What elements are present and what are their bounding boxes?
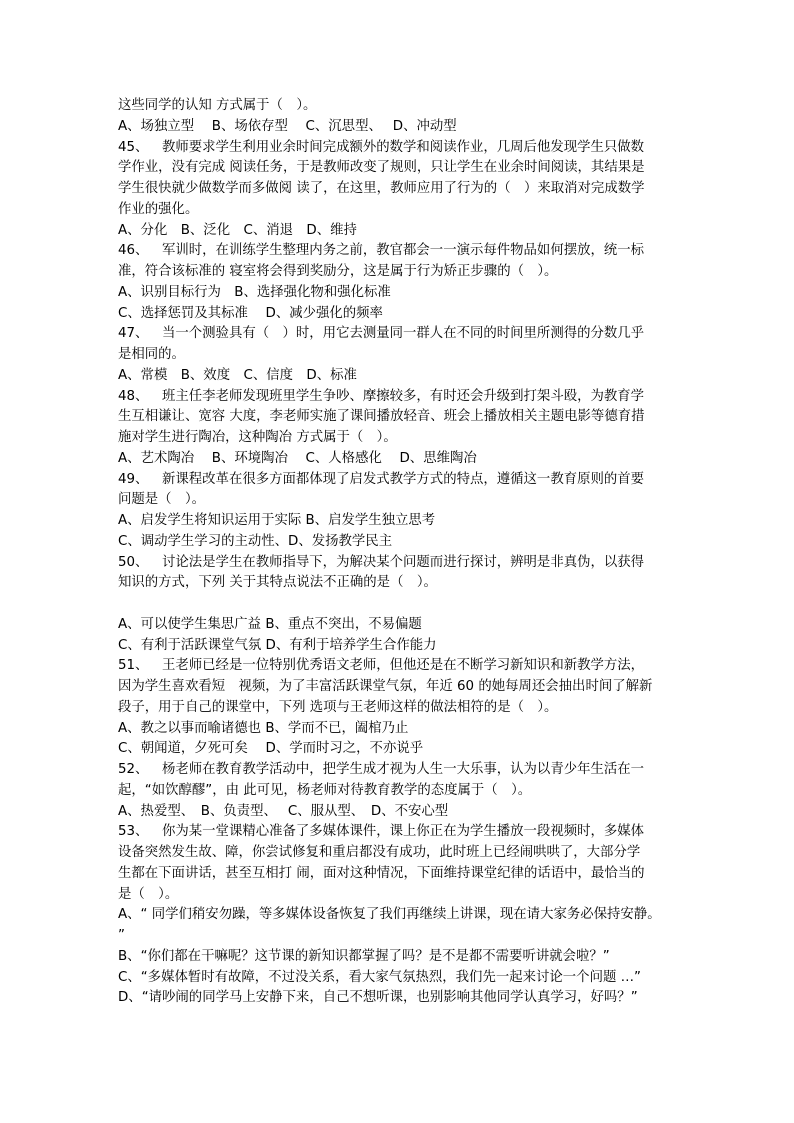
question-stem [118, 138, 683, 159]
question-text: 因为学生喜欢看短 视频，为了丰富活跃课堂气氛，年近 60 的她每周还会抽出时间了解新 [118, 679, 653, 694]
question-stem [118, 822, 683, 843]
question-text: 是相同的。 [118, 347, 185, 362]
answer-options: A、场独立型 B、场依存型 C、沉思型、 D、冲动型 [118, 118, 457, 134]
question-number: 50、 [118, 554, 149, 570]
document-page [118, 96, 683, 1009]
answer-options: C、选择惩罚及其标准 D、减少强化的频率 [118, 305, 383, 321]
question-stem-continued [118, 885, 683, 906]
answer-options: C、有利于活跃课堂气氛 D、有利于培养学生合作能力 [118, 637, 437, 653]
question-text: 新课程改革在很多方面都体现了启发式教学方式的特点，遵循这一教育原则的首要 [162, 471, 645, 487]
answer-options: A、艺术陶冶 B、环境陶冶 C、人格感化 D、思维陶冶 [118, 450, 477, 466]
answer-options: B、“你们都在干嘛呢？这节课的新知识都掌握了吗？是不是都不需要听讲就会啦？” [118, 948, 610, 964]
answer-options: ” [118, 928, 125, 943]
question-stem-continued [118, 864, 683, 885]
question-number: 49、 [118, 471, 149, 487]
question-stem-continued [118, 262, 683, 283]
question-text: 你为某一堂课精心准备了多媒体课件，课上你正在为学生播放一段视频时，多媒体 [162, 824, 645, 840]
question-text: 杨老师在教育教学活动中，把学生成才视为人生一大乐事，认为以青少年生活在一 [162, 762, 645, 777]
answer-options: A、教之以事而喻诸德也 B、学而不已，阖棺乃止 [118, 720, 409, 736]
answer-options: A、可以使学生集思广益 B、重点不突出，不易偏题 [118, 616, 422, 632]
question-text: 准，符合该标准的 寝室将会得到奖励分，这是属于行为矫正步骤的（ ）。 [118, 264, 558, 279]
answer-options: C、朝闻道，夕死可矣 D、学而时习之，不亦说乎 [118, 741, 424, 757]
answer-options: A、“ 同学们稍安勿躁，等多媒体设备恢复了我们再继续上讲课，现在请大家务必保持安静。 [118, 907, 661, 923]
answer-options: A、常模 B、效度 C、信度 D、标准 [118, 367, 357, 383]
question-text: 军训时，在训练学生整理内务之前，教官都会一一演示每件物品如何摆放，统一标 [162, 243, 645, 259]
question-stem-continued [118, 428, 683, 449]
answer-options: C、“多媒体暂时有故障，不过没关系，看大家气氛热烈，我们先一起来讨论一个问题 …” [118, 969, 641, 985]
blank-line [118, 594, 683, 615]
question-text: 知识的方式，下列 关于其特点说法不正确的是（ ）。 [118, 575, 437, 591]
question-text: 讨论法是学生在教师指导下，为解决某个问题而进行探讨，辨明是非真伪，以获得 [162, 554, 645, 570]
question-text: 起，“如饮醇醪”，由 此可见，杨老师对待教育教学的态度属于（ ）。 [118, 782, 532, 798]
question-number: 51、 [118, 658, 149, 674]
question-number: 45、 [118, 139, 149, 155]
question-number: 46、 [118, 243, 149, 259]
question-text: 施对学生进行陶冶，这种陶冶 方式属于（ ）。 [118, 430, 397, 445]
question-text: 教师要求学生利用业余时间完成额外的数学和阅读作业，几周后他发现学生只做数 [162, 139, 645, 155]
question-text: 设备突然发生故、障，你尝试修复和重启都没有成功，此时班上已经闹哄哄了，大部分学 [118, 845, 641, 860]
question-stem-continued [118, 345, 683, 366]
question-text: 生都在下面讲话，甚至互相打 闹，面对这种情况，下面维持课堂纪律的话语中，最恰当的 [118, 865, 645, 881]
question-stem-continued [118, 698, 683, 719]
answer-options: A、分化 B、泛化 C、消退 D、维持 [118, 222, 357, 238]
question-number: 47、 [118, 326, 149, 342]
question-stem-continued [118, 843, 683, 864]
question-number: 52、 [118, 762, 149, 777]
question-text: 段子，用于自己的课堂中，下列 选项与王老师这样的做法相符的是（ ）。 [118, 699, 558, 715]
question-stem-continued [118, 407, 683, 428]
question-text: 作业的强化。 [118, 201, 199, 217]
question-stem-continued [118, 573, 683, 594]
question-stem [118, 470, 683, 491]
question-stem [118, 241, 683, 262]
answer-options: A、启发学生将知识运用于实际 B、启发学生独立思考 [118, 513, 436, 528]
question-stem-continued [118, 490, 683, 511]
question-text: 学作业，没有完成 阅读任务，于是教师改变了规则，只让学生在业余时间阅读，其结果是 [118, 160, 645, 176]
question-text: 班主任李老师发现班里学生争吵、摩擦较多，有时还会升级到打架斗殴，为教育学 [162, 388, 645, 404]
question-stem [118, 553, 683, 574]
question-number: 48、 [118, 388, 149, 404]
question-stem [118, 387, 683, 408]
question-stem-continued [118, 677, 683, 698]
question-stem-continued [118, 781, 683, 802]
question-text: 生互相谦让、宽容 大度，李老师实施了课间播放轻音、班会上播放相关主题电影等德育措 [118, 409, 645, 425]
question-stem-continued [118, 158, 683, 179]
answer-options: A、热爱型、 B、负责型、 C、服从型、 D、不安心型 [118, 803, 449, 819]
question-text: 当一个测验具有（ ）时，用它去测量同一群人在不同的时间里所测得的分数几乎 [162, 326, 645, 342]
question-text: 王老师已经是一位特别优秀语文老师，但他还是在不断学习新知识和新教学方法， [162, 658, 645, 674]
question-text: 是（ ）。 [118, 886, 179, 902]
question-number: 53、 [118, 824, 149, 840]
question-text: 学生很快就少做数学而多做阅 读了，在这里，教师应用了行为的（ ）来取消对完成数学 [118, 181, 645, 196]
question-stem-continued [118, 200, 683, 221]
answer-options: A、识别目标行为 B、选择强化物和强化标准 [118, 284, 391, 300]
question-stem [118, 324, 683, 345]
question-stem-continued [118, 179, 683, 200]
question-text: 问题是（ ）。 [118, 492, 206, 508]
text-line: 这些同学的认知 方式属于（ ）。 [118, 98, 317, 113]
question-stem [118, 656, 683, 677]
question-stem [118, 760, 683, 781]
answer-options: C、调动学生学习的主动性、D、发扬教学民主 [118, 533, 393, 549]
answer-options: D、“请吵闹的同学马上安静下来，自己不想听课，也别影响其他同学认真学习，好吗？” [118, 990, 638, 1006]
